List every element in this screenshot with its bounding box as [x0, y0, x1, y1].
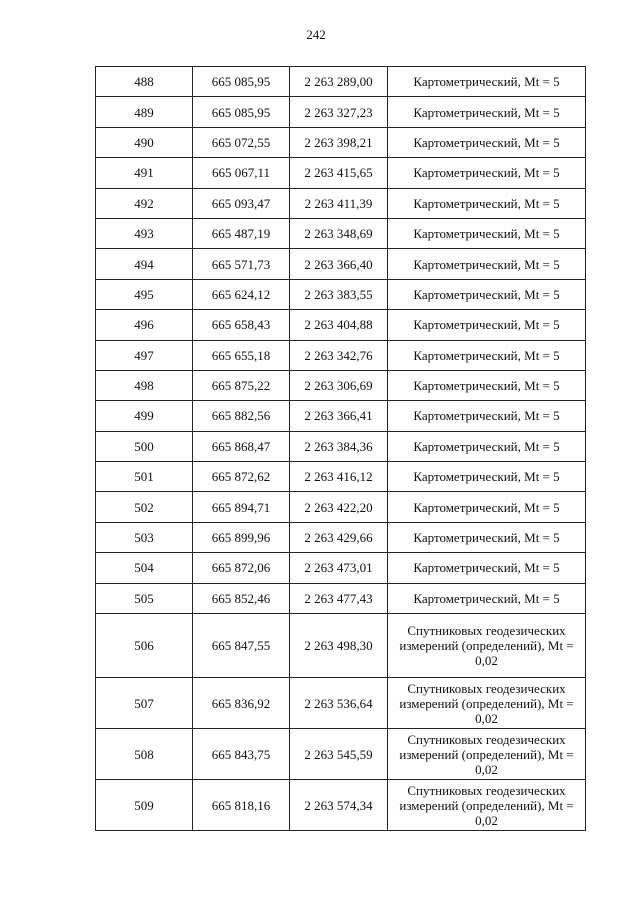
table-row [96, 462, 586, 492]
y-coordinate-cell: 2 263 404,88 [290, 310, 388, 340]
y-coordinate-cell: 2 263 348,69 [290, 218, 388, 248]
table-row [96, 249, 586, 279]
method-cell: Картометрический, Mt = 5 [388, 370, 586, 400]
table-row [96, 158, 586, 188]
table-row [96, 678, 586, 729]
method-cell: Картометрический, Mt = 5 [388, 279, 586, 309]
x-coordinate-cell: 665 658,43 [193, 310, 290, 340]
table-row [96, 127, 586, 157]
x-coordinate-cell: 665 067,11 [193, 158, 290, 188]
point-number-cell: 490 [96, 127, 193, 157]
method-cell: Картометрический, Mt = 5 [388, 553, 586, 583]
table-row [96, 431, 586, 461]
x-coordinate-cell: 665 093,47 [193, 188, 290, 218]
point-number-cell: 500 [96, 431, 193, 461]
x-coordinate-cell: 665 847,55 [193, 614, 290, 678]
x-coordinate-cell: 665 085,95 [193, 67, 290, 97]
point-number-cell: 509 [96, 780, 193, 831]
table-row [96, 401, 586, 431]
x-coordinate-cell: 665 487,19 [193, 218, 290, 248]
point-number-cell: 495 [96, 279, 193, 309]
y-coordinate-cell: 2 263 429,66 [290, 522, 388, 552]
point-number-cell: 492 [96, 188, 193, 218]
method-cell: Картометрический, Mt = 5 [388, 67, 586, 97]
method-cell: Картометрический, Mt = 5 [388, 188, 586, 218]
y-coordinate-cell: 2 263 574,34 [290, 780, 388, 831]
table-row [96, 188, 586, 218]
y-coordinate-cell: 2 263 342,76 [290, 340, 388, 370]
y-coordinate-cell: 2 263 411,39 [290, 188, 388, 218]
method-cell: Спутниковых геодезических измерений (определений), Mt = 0,02 [388, 729, 586, 780]
coordinates-table-body [96, 67, 586, 831]
method-cell: Картометрический, Mt = 5 [388, 340, 586, 370]
method-cell: Картометрический, Mt = 5 [388, 462, 586, 492]
page-number: 242 [306, 27, 326, 42]
method-cell: Картометрический, Mt = 5 [388, 310, 586, 340]
point-number-cell: 507 [96, 678, 193, 729]
method-cell: Картометрический, Mt = 5 [388, 492, 586, 522]
table-row [96, 614, 586, 678]
point-number-cell: 505 [96, 583, 193, 613]
point-number-cell: 497 [96, 340, 193, 370]
y-coordinate-cell: 2 263 536,64 [290, 678, 388, 729]
y-coordinate-cell: 2 263 306,69 [290, 370, 388, 400]
point-number-cell: 488 [96, 67, 193, 97]
x-coordinate-cell: 665 571,73 [193, 249, 290, 279]
point-number-cell: 501 [96, 462, 193, 492]
table-row [96, 780, 586, 831]
point-number-cell: 491 [96, 158, 193, 188]
y-coordinate-cell: 2 263 383,55 [290, 279, 388, 309]
point-number-cell: 496 [96, 310, 193, 340]
table-row [96, 553, 586, 583]
coordinates-table [95, 66, 586, 831]
table-row [96, 583, 586, 613]
table-row [96, 67, 586, 97]
point-number-cell: 489 [96, 97, 193, 127]
table-row [96, 729, 586, 780]
point-number-cell: 503 [96, 522, 193, 552]
method-cell: Картометрический, Mt = 5 [388, 249, 586, 279]
x-coordinate-cell: 665 872,06 [193, 553, 290, 583]
point-number-cell: 506 [96, 614, 193, 678]
table-row [96, 218, 586, 248]
x-coordinate-cell: 665 843,75 [193, 729, 290, 780]
x-coordinate-cell: 665 072,55 [193, 127, 290, 157]
method-cell: Картометрический, Mt = 5 [388, 127, 586, 157]
y-coordinate-cell: 2 263 289,00 [290, 67, 388, 97]
x-coordinate-cell: 665 624,12 [193, 279, 290, 309]
y-coordinate-cell: 2 263 545,59 [290, 729, 388, 780]
method-cell: Картометрический, Mt = 5 [388, 218, 586, 248]
y-coordinate-cell: 2 263 473,01 [290, 553, 388, 583]
y-coordinate-cell: 2 263 327,23 [290, 97, 388, 127]
x-coordinate-cell: 665 852,46 [193, 583, 290, 613]
method-cell: Картометрический, Mt = 5 [388, 401, 586, 431]
point-number-cell: 498 [96, 370, 193, 400]
y-coordinate-cell: 2 263 398,21 [290, 127, 388, 157]
y-coordinate-cell: 2 263 384,36 [290, 431, 388, 461]
point-number-cell: 493 [96, 218, 193, 248]
point-number-cell: 502 [96, 492, 193, 522]
point-number-cell: 504 [96, 553, 193, 583]
x-coordinate-cell: 665 899,96 [193, 522, 290, 552]
x-coordinate-cell: 665 872,62 [193, 462, 290, 492]
y-coordinate-cell: 2 263 498,30 [290, 614, 388, 678]
y-coordinate-cell: 2 263 366,41 [290, 401, 388, 431]
y-coordinate-cell: 2 263 415,65 [290, 158, 388, 188]
method-cell: Спутниковых геодезических измерений (определений), Mt = 0,02 [388, 614, 586, 678]
x-coordinate-cell: 665 836,92 [193, 678, 290, 729]
table-row [96, 340, 586, 370]
x-coordinate-cell: 665 655,18 [193, 340, 290, 370]
y-coordinate-cell: 2 263 366,40 [290, 249, 388, 279]
method-cell: Картометрический, Mt = 5 [388, 158, 586, 188]
y-coordinate-cell: 2 263 416,12 [290, 462, 388, 492]
table-row [96, 492, 586, 522]
table-row [96, 310, 586, 340]
table-row [96, 97, 586, 127]
method-cell: Спутниковых геодезических измерений (определений), Mt = 0,02 [388, 678, 586, 729]
method-cell: Картометрический, Mt = 5 [388, 431, 586, 461]
method-cell: Картометрический, Mt = 5 [388, 583, 586, 613]
table-row [96, 522, 586, 552]
table-row [96, 279, 586, 309]
point-number-cell: 508 [96, 729, 193, 780]
point-number-cell: 494 [96, 249, 193, 279]
x-coordinate-cell: 665 882,56 [193, 401, 290, 431]
method-cell: Картометрический, Mt = 5 [388, 97, 586, 127]
x-coordinate-cell: 665 085,95 [193, 97, 290, 127]
y-coordinate-cell: 2 263 422,20 [290, 492, 388, 522]
method-cell: Картометрический, Mt = 5 [388, 522, 586, 552]
x-coordinate-cell: 665 818,16 [193, 780, 290, 831]
y-coordinate-cell: 2 263 477,43 [290, 583, 388, 613]
method-cell: Спутниковых геодезических измерений (определений), Mt = 0,02 [388, 780, 586, 831]
point-number-cell: 499 [96, 401, 193, 431]
x-coordinate-cell: 665 894,71 [193, 492, 290, 522]
x-coordinate-cell: 665 875,22 [193, 370, 290, 400]
x-coordinate-cell: 665 868,47 [193, 431, 290, 461]
table-row [96, 370, 586, 400]
